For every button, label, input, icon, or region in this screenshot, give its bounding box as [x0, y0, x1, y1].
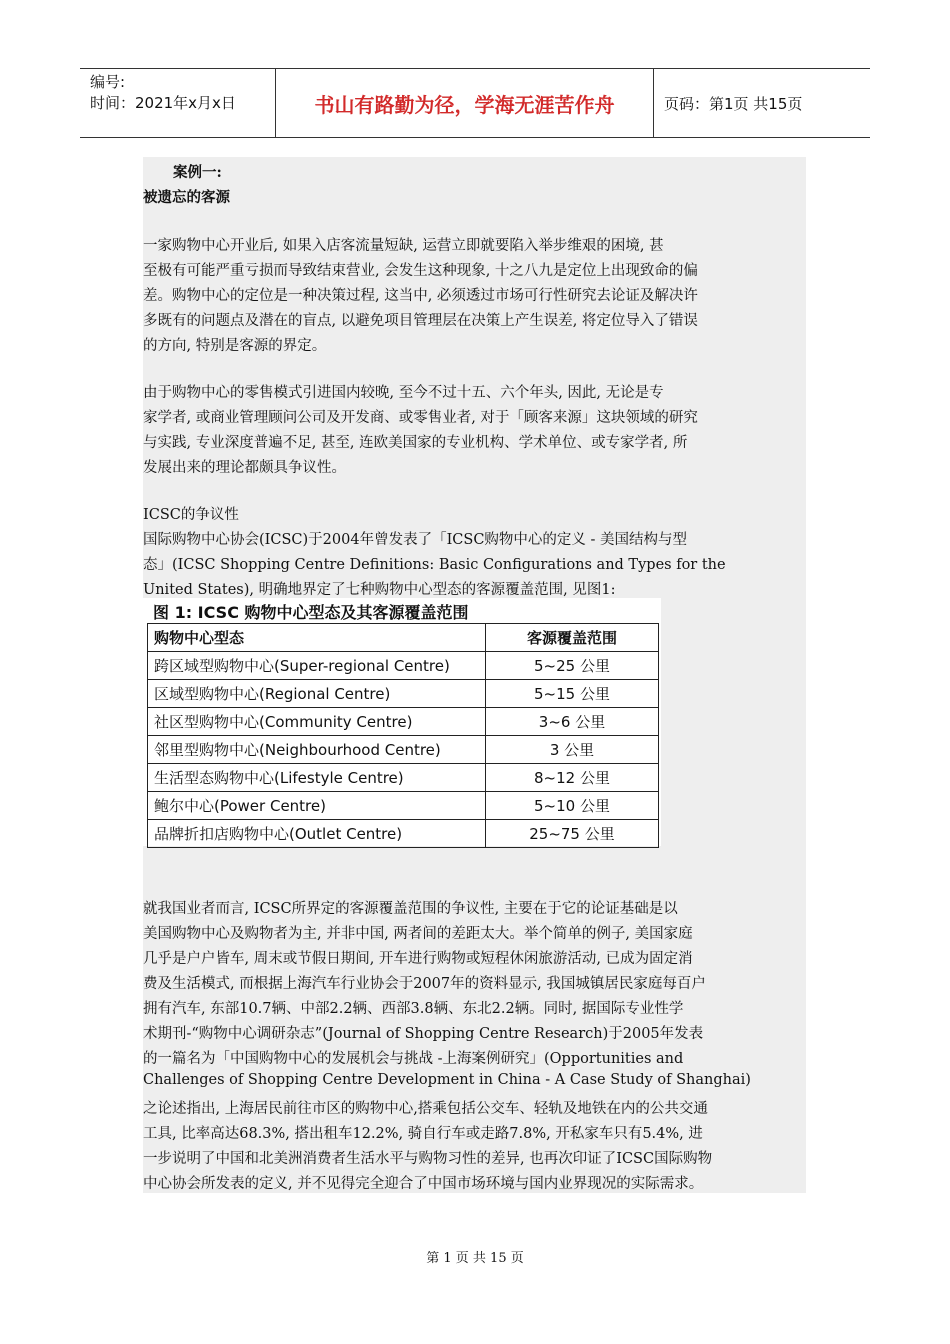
- para-line: 发展出来的理论都颇具争议性。: [143, 460, 346, 476]
- cell-range: 5~25 公里: [486, 652, 659, 680]
- para-line: 至极有可能严重亏损而导致结束营业, 会发生这种现象, 十之八九是定位上出现致命的偏: [143, 263, 698, 279]
- para-line: 拥有汽车, 东部10.7辆、中部2.2辆、西部3.8辆、东北2.2辆。同时, 据国际专业性学: [143, 1001, 684, 1017]
- cell-type: 社区型购物中心(Community Centre): [148, 708, 486, 736]
- table-row: [148, 820, 659, 848]
- para-line: 几乎是户户皆车, 周末或节假日期间, 开车进行购物或短程休闲旅游活动, 已成为固定消: [143, 951, 693, 967]
- para-line: 国际购物中心协会(ICSC)于2004年曾发表了「ICSC购物中心的定义 - 美国结构与型: [143, 532, 688, 548]
- table-row: [148, 736, 659, 764]
- icsc-table: [147, 623, 659, 848]
- table-header-row: [148, 624, 659, 652]
- cell-range: 5~15 公里: [486, 680, 659, 708]
- header-motto: 书山有路勤为径，学海无涯苦作舟: [276, 69, 654, 137]
- column-header-range: 客源覆盖范围: [486, 624, 659, 652]
- para-line: 差。购物中心的定位是一种决策过程, 这当中, 必须透过市场可行性研究去论证及解决许: [143, 288, 698, 304]
- article-body: [143, 157, 806, 1193]
- header-meta: [80, 69, 276, 137]
- para-line: 与实践, 专业深度普遍不足, 甚至, 连欧美国家的专业机构、学术单位、或专家学者, 所: [143, 435, 688, 451]
- table-row: [148, 652, 659, 680]
- figure-caption: 图 1: ICSC 购物中心型态及其客源覆盖范围: [153, 603, 469, 622]
- table-row: [148, 680, 659, 708]
- cell-type: 鲍尔中心(Power Centre): [148, 792, 486, 820]
- number-label: 编号:: [90, 73, 126, 91]
- page-header: [80, 68, 870, 138]
- case-label: 案例一:: [173, 164, 222, 181]
- para-line: 工具, 比率高达68.3%, 搭出租车12.2%, 骑自行车或走路7.8%, 开私家车只有5.4%, 进: [143, 1126, 703, 1142]
- para-line: 美国购物中心及购物者为主, 并非中国, 两者间的差距太大。举个简单的例子, 美国家庭: [143, 926, 693, 942]
- para-line: 多既有的问题点及潜在的盲点, 以避免项目管理层在决策上产生误差, 将定位导入了错误: [143, 313, 698, 329]
- para-line: 家学者, 或商业管理顾问公司及开发商、或零售业者, 对于「顾客来源」这块领域的研究: [143, 410, 698, 426]
- para-line: 态」(ICSC Shopping Centre Definitions: Basic Configurations and Types for the: [143, 557, 726, 573]
- para-line: 费及生活模式, 而根据上海汽车行业协会于2007年的资料显示, 我国城镇居民家庭每百户: [143, 976, 706, 992]
- cell-range: 8~12 公里: [486, 764, 659, 792]
- column-header-type: 购物中心型态: [148, 624, 486, 652]
- para-line: 一步说明了中国和北美洲消费者生活水平与购物习性的差异, 也再次印证了ICSC国际购物: [143, 1151, 713, 1167]
- table-row: [148, 708, 659, 736]
- page-footer: 第 1 页 共 15 页: [426, 1251, 524, 1266]
- cell-type: 邻里型购物中心(Neighbourhood Centre): [148, 736, 486, 764]
- para-line: United States), 明确地界定了七种购物中心型态的客源覆盖范围, 见图1:: [143, 582, 616, 598]
- header-page-info: 页码：第1页 共15页: [664, 94, 803, 113]
- cell-range: 5~10 公里: [486, 792, 659, 820]
- para-line: 之论述指出, 上海居民前往市区的购物中心,搭乘包括公交车、轻轨及地铁在内的公共交通: [143, 1101, 708, 1117]
- table-row: [148, 792, 659, 820]
- para-line: 术期刊-“购物中心调研杂志”(Journal of Shopping Centre Research)于2005年发表: [143, 1026, 704, 1042]
- cell-type: 跨区域型购物中心(Super-regional Centre): [148, 652, 486, 680]
- section-subheading: ICSC的争议性: [143, 507, 239, 523]
- article-title: 被遗忘的客源: [143, 189, 230, 206]
- time-label: 时间：2021年x月x日: [90, 94, 236, 112]
- figure-1: [143, 598, 661, 846]
- para-line: Challenges of Shopping Centre Development in China - A Case Study of Shanghai): [143, 1072, 751, 1088]
- para-line: 就我国业者而言, ICSC所界定的客源覆盖范围的争议性, 主要在于它的论证基础是以: [143, 901, 678, 917]
- para-line: 中心协会所发表的定义, 并不见得完全迎合了中国市场环境与国内业界现况的实际需求。: [143, 1176, 704, 1192]
- cell-type: 区域型购物中心(Regional Centre): [148, 680, 486, 708]
- cell-type: 品牌折扣店购物中心(Outlet Centre): [148, 820, 486, 848]
- cell-range: 3 公里: [486, 736, 659, 764]
- para-line: 由于购物中心的零售模式引进国内较晚, 至今不过十五、六个年头, 因此, 无论是专: [143, 385, 664, 401]
- cell-range: 3~6 公里: [486, 708, 659, 736]
- cell-type: 生活型态购物中心(Lifestyle Centre): [148, 764, 486, 792]
- table-row: [148, 764, 659, 792]
- cell-range: 25~75 公里: [486, 820, 659, 848]
- para-line: 的一篇名为「中国购物中心的发展机会与挑战 -上海案例研究」(Opportunities and: [143, 1051, 684, 1067]
- para-line: 的方向, 特别是客源的界定。: [143, 338, 327, 354]
- para-line: 一家购物中心开业后, 如果入店客流量短缺, 运营立即就要陷入举步维艰的困境, 甚: [143, 238, 664, 254]
